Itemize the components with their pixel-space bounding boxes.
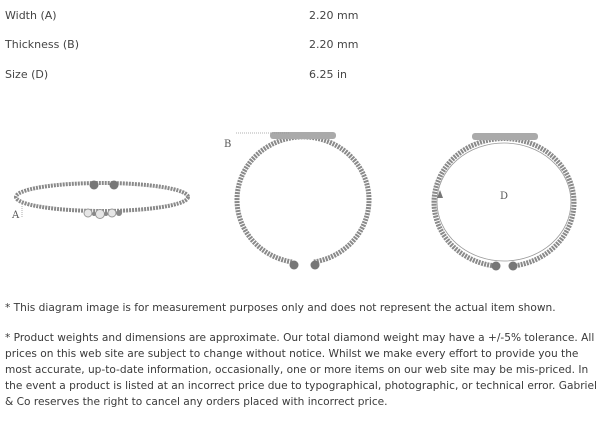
top-view-bar bbox=[472, 133, 538, 140]
spec-row-width bbox=[0, 0, 609, 31]
side-view-band bbox=[16, 183, 188, 211]
bracelet-side-view bbox=[11, 181, 188, 222]
top-view-end-cap bbox=[509, 262, 518, 271]
top-view-band bbox=[434, 139, 574, 266]
dimension-label-b: B bbox=[224, 139, 232, 150]
spec-row-thickness bbox=[0, 29, 609, 60]
spec-label: Size (D) bbox=[5, 68, 49, 81]
front-view-end-cap bbox=[290, 261, 299, 270]
bracelet-diagram-svg bbox=[0, 120, 609, 290]
bracelet-top-view bbox=[434, 133, 574, 271]
dimension-label-a: A bbox=[12, 210, 20, 221]
spec-value: 2.20 mm bbox=[309, 38, 359, 51]
front-view-bar bbox=[270, 132, 336, 139]
side-view-end-cap bbox=[110, 181, 119, 190]
bracelet-front-view bbox=[224, 132, 369, 270]
spec-label: Width (A) bbox=[5, 9, 57, 22]
measurement-diagram bbox=[0, 120, 609, 290]
front-view-band bbox=[237, 137, 369, 262]
front-view-end-cap bbox=[311, 261, 320, 270]
side-view-diamond-station bbox=[84, 209, 122, 219]
top-view-end-cap bbox=[492, 262, 501, 271]
spec-value: 6.25 in bbox=[309, 68, 348, 81]
diagram-disclaimer: * This diagram image is for measurement purposes only and does not represent the actual item shown. bbox=[5, 302, 556, 314]
spec-label: Thickness (B) bbox=[5, 38, 79, 51]
dimension-line-d bbox=[437, 143, 571, 261]
side-view-end-cap bbox=[90, 181, 99, 190]
spec-value: 2.20 mm bbox=[309, 9, 359, 22]
spec-row-size bbox=[0, 59, 609, 90]
dimension-label-d: D bbox=[500, 191, 509, 202]
approximation-notice: * Product weights and dimensions are approximate. Our total diamond weight may have a +/-5% tolerance. All prices on this web site are subject to change without notice. Whilst we make every effort to provide you the most accurate, up-to-date information, occasionally, one or more items on our web site may be mis-priced. In the event a product is listed at an incorrect price due to typographical, photographic, or technical error. Gabriel & Co reserves the right to cancel any orders placed with incorrect price. bbox=[5, 332, 597, 408]
